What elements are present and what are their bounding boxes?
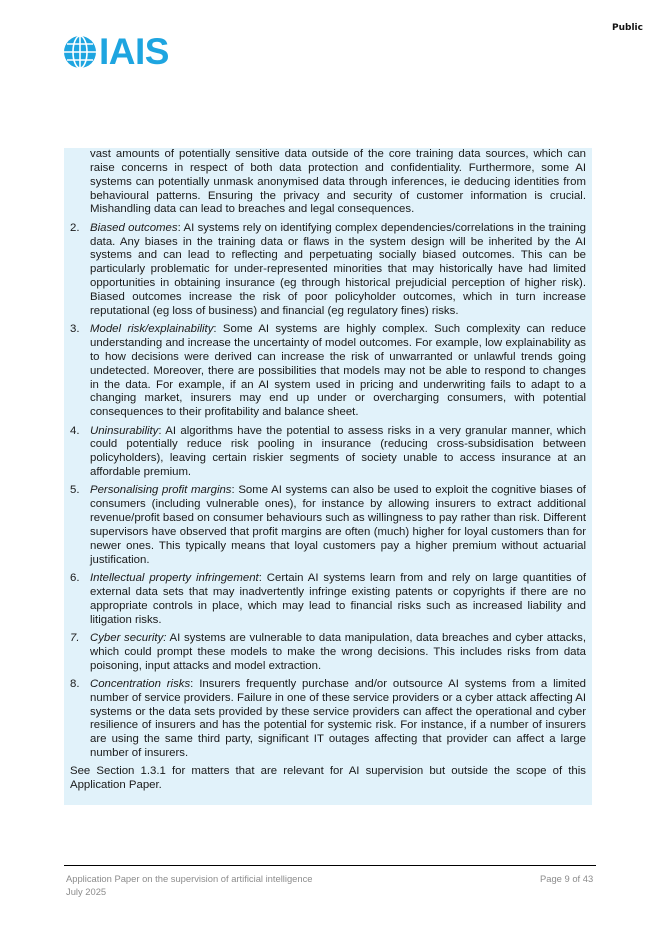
item-number: 6.	[70, 571, 80, 584]
risk-list	[70, 222, 586, 761]
list-item	[70, 222, 586, 319]
list-item	[70, 425, 586, 480]
list-item	[70, 484, 586, 567]
page-number: Page 9 of 43	[540, 873, 594, 884]
item-text: Some AI systems can also be used to exploit the cognitive biases of consumers (including vulnerable ones), for instance by allowing insurers to extract additional revenue/profit based on consumer behaviours such as willingness to pay rather than risk. Different supervisors have observed that profit margins are often (much) higher for loyal customers than for newer ones. This typically means that loyal customers pay a higher premium without actuarial justification.	[90, 484, 586, 566]
item-term: Cyber security:	[90, 631, 167, 644]
item-separator: :	[231, 484, 239, 497]
iais-logo	[63, 31, 169, 72]
footer-left	[66, 873, 313, 898]
item-term: Model risk/explainability	[90, 323, 214, 336]
item-text: Certain AI systems learn from and rely on large quantities of external data sets that may inadvertently infringe existing patents or copyrights if there are no appropriate controls in place, which may lead to financial risks such as increased liability and litigation risks.	[90, 571, 586, 626]
list-item	[70, 572, 586, 627]
item-term: Uninsurability	[90, 424, 159, 437]
footer-date: July 2025	[66, 885, 107, 897]
item-number: 3.	[70, 323, 80, 336]
item-term: Biased outcomes	[90, 221, 178, 234]
globe-icon	[63, 35, 97, 69]
item-number: 5.	[70, 484, 80, 497]
item-separator: :	[158, 424, 166, 437]
item-number: 7.	[70, 631, 80, 644]
highlight-box	[64, 148, 592, 805]
item-separator: :	[190, 677, 200, 690]
item-number: 2.	[70, 221, 80, 234]
footer-divider	[64, 865, 596, 866]
closing-paragraph: See Section 1.3.1 for matters that are relevant for AI supervision but outside the scope of this Application Paper.	[70, 765, 586, 792]
item-separator: :	[177, 221, 184, 234]
list-item	[70, 632, 586, 674]
logo-wordmark: IAIS	[99, 31, 169, 72]
item-text: Some AI systems are highly complex. Such complexity can reduce understanding and increase the uncertainty of model outcomes. For example, low explainability as to how decisions were derived can increase the risk of unwarranted or unlawful trends going undetected. Moreover, there are possibilities that models may not be able to respond to changes in the data. For example, if an AI system used in pricing and underwriting fails to adapt to a changing market, insurers may end up under or overcharging consumers, with potential consequences to their profitability and balance sheet.	[90, 323, 586, 419]
list-item	[70, 678, 586, 761]
list-item	[70, 323, 586, 420]
item-text: AI systems are vulnerable to data manipulation, data breaches and cyber attacks, which could prompt these models to make the wrong decisions. This includes risks from data poisoning, input attacks and model extraction.	[90, 631, 586, 672]
item-term: Personalising profit margins	[90, 484, 232, 497]
item-number: 8.	[70, 677, 80, 690]
item-text: AI systems rely on identifying complex dependencies/correlations in the training data. Any biases in the training data or flaws in the system design will be inherited by the AI systems and can lead to reflecting and perpetuating socially biased outcomes. This can be particularly problematic for under-represented minorities that may historically have had limited opportunities in obtaining insurance (eg through historical prejudicial perception of higher risk). Biased outcomes increase the risk of poor policyholder outcomes, which in turn increase reputational (eg loss of business) and financial (eg regulatory fines) risks.	[90, 221, 587, 317]
item-number: 4.	[70, 424, 80, 437]
item-text: AI algorithms have the potential to assess risks in a very granular manner, which could potentially reduce risk pooling in insurance (reducing cross-subsidisation between policyholders), leaving certain riskier segments of society unable to access insurance at an affordable premium.	[90, 424, 587, 479]
item-separator: :	[213, 323, 223, 336]
continuation-paragraph: vast amounts of potentially sensitive data outside of the core training data sources, which can raise concerns in respect of both data protection and confidentiality. Furthermore, some AI systems can potentially unmask anonymised data through inferences, ie deducing identities from behavioural patterns. Ensuring the privacy and security of customer information is crucial. Mishandling data can lead to breaches and legal consequences.	[90, 148, 586, 216]
item-text: Insurers frequently purchase and/or outsource AI systems from a limited number of service providers. Failure in one of these service providers or a cyber attack affecting AI systems or the data sets provided by these service providers can affect the operational and cyber resilience of insurers and has the potential for systemic risk. For instance, if a number of insurers are using the same third party, significant IT outages affecting that provider can affect a large number of insurers.	[90, 677, 586, 760]
classification-label: Public	[612, 23, 643, 33]
footer-document-title: Application Paper on the supervision of artificial intelligence	[66, 873, 313, 884]
item-separator: :	[258, 571, 267, 584]
item-term: Concentration risks	[90, 677, 191, 690]
item-term: Intellectual property infringement	[90, 571, 259, 584]
